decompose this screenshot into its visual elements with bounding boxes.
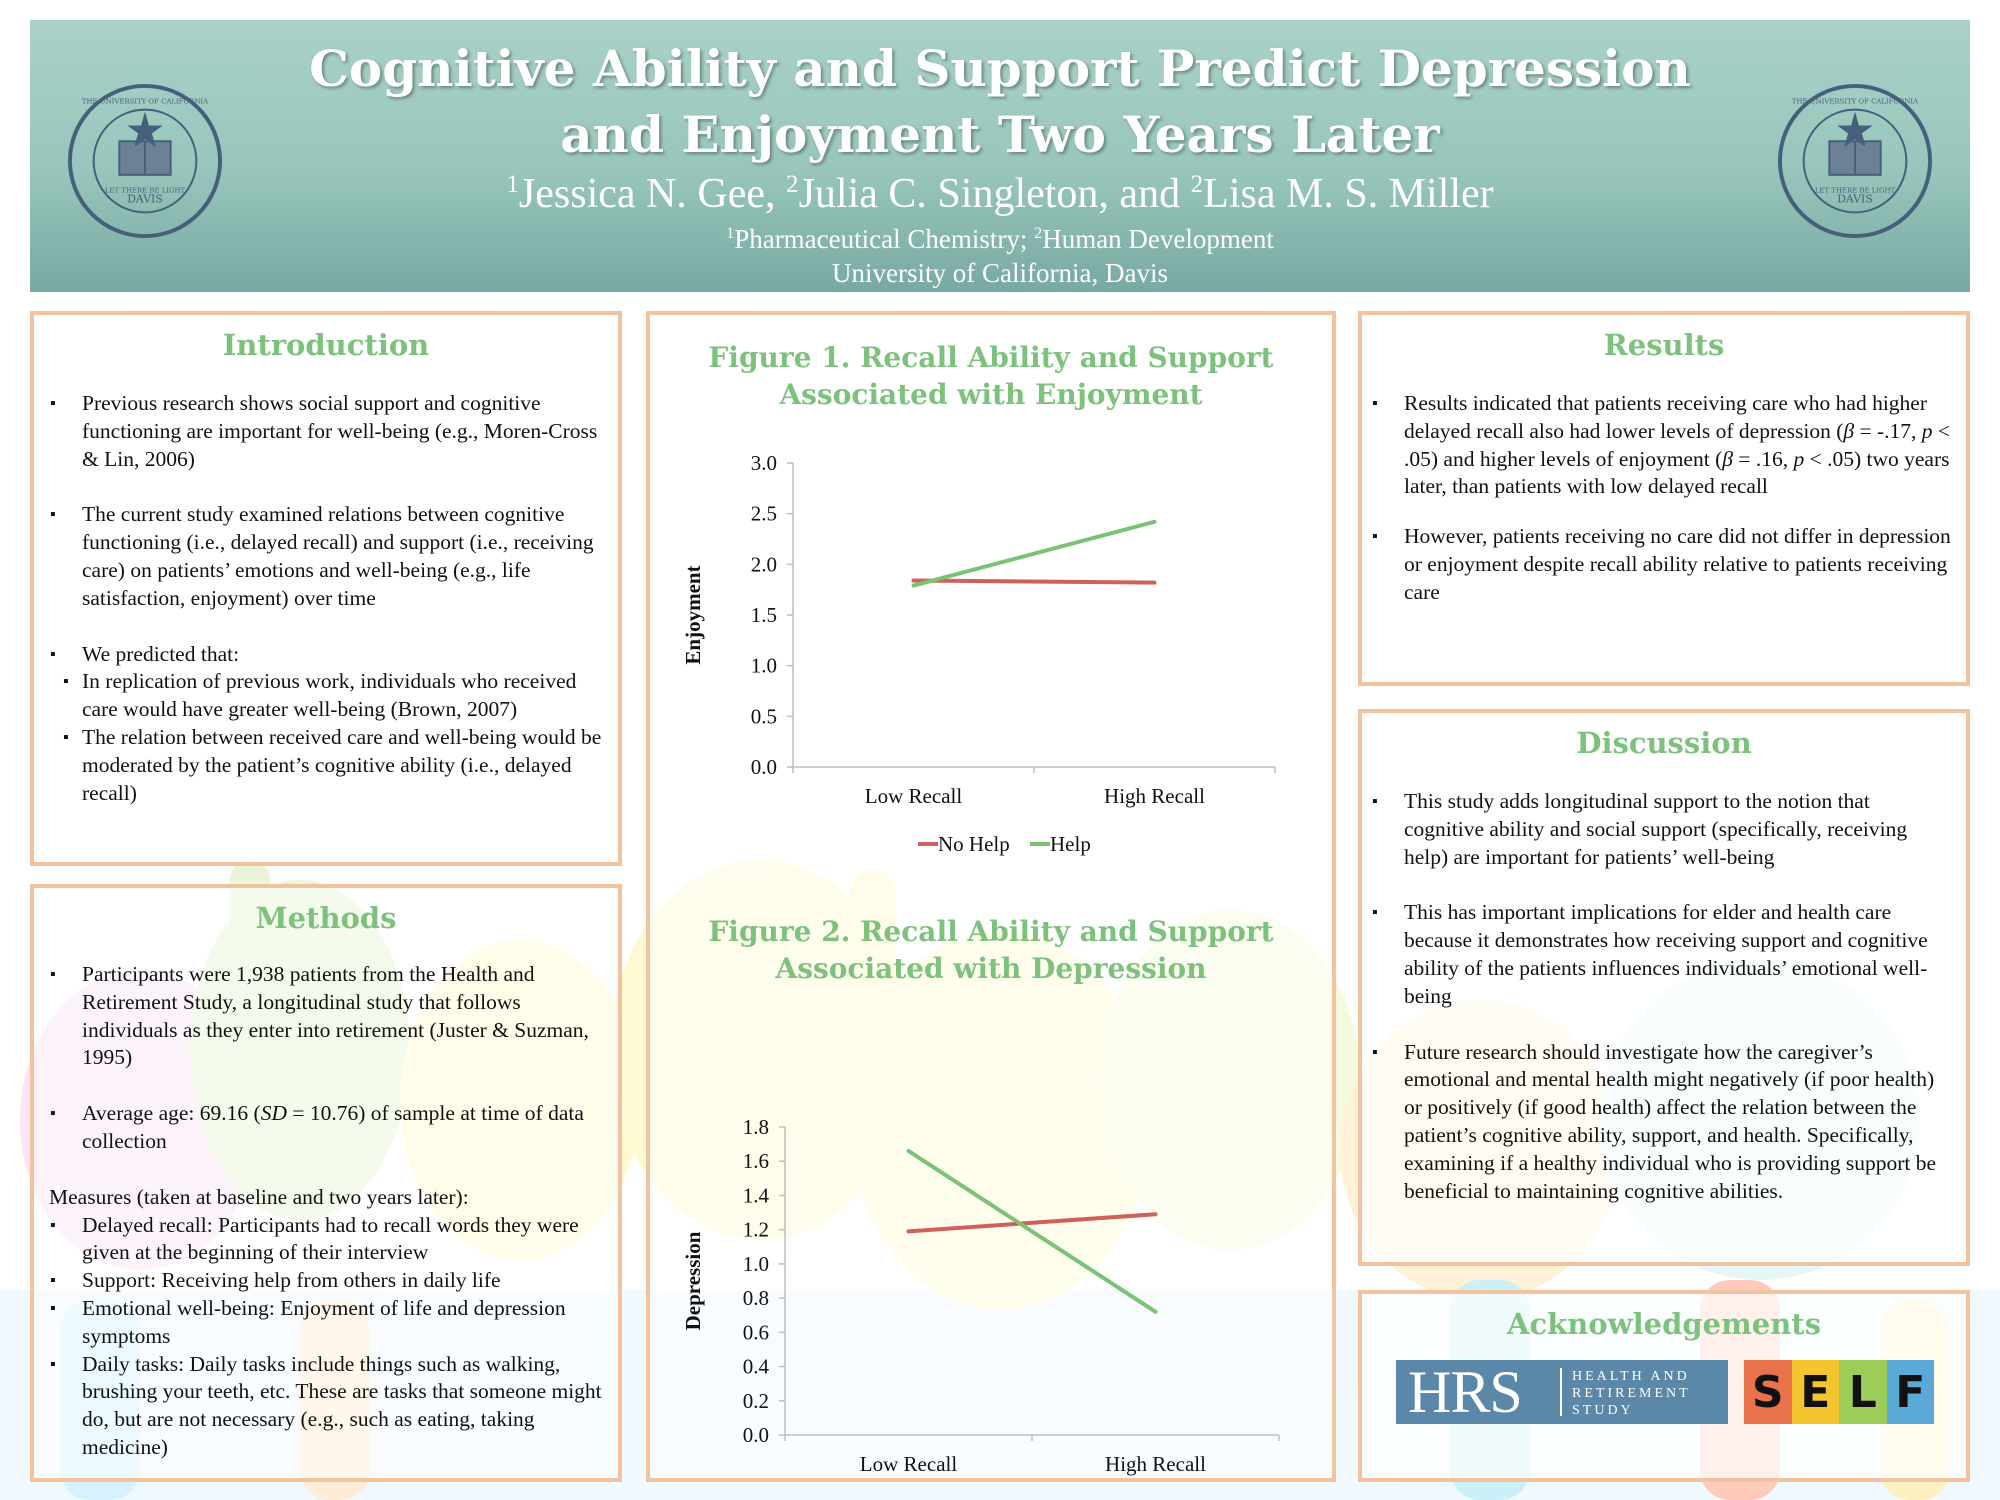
series-line-no-help	[914, 581, 1155, 583]
seal-left-campus: DAVIS	[127, 192, 163, 206]
y-axis-label: Depression	[681, 1231, 705, 1331]
y-tick-label: 3.0	[750, 451, 777, 475]
y-tick-label: 0.4	[742, 1354, 769, 1379]
y-tick-label: 1.0	[742, 1251, 769, 1276]
measure-emotional-wellbeing: ▪ Emotional well-being: Enjoyment of life and depression symptoms	[40, 1295, 604, 1351]
results-bullet-2: ▪ However, patients receiving no care did not differ in depression or enjoyment despite recall ability relative to patients receiving care	[1362, 523, 1952, 606]
y-tick-label: 1.8	[742, 1115, 769, 1139]
intro-bullet-2: ▪ The current study examined relations between cognitive functioning (i.e., delayed recall) and support (i.e., receiving care) on patients’ emotions and well-being (e.g., life satisfaction, enjoyment) over time	[40, 501, 604, 612]
series-line-help	[909, 1151, 1156, 1312]
discussion-bullet-3: ▪ Future research should investigate how the caregiver’s emotional and mental health might negatively (if poor health) or positively (if good health) affect the relation between the patient’s cognitive ability, support, and health. Specifically, examining if a healthy individual who is providing support be beneficial to maintaining cognitive abilities.	[1362, 1039, 1952, 1206]
results-bullet-1	[1362, 390, 1952, 501]
methods-panel	[30, 884, 622, 1482]
results-b1-d: = .16,	[1732, 446, 1794, 471]
self-logo-letter-f: F	[1887, 1360, 1935, 1424]
methods-bullet-2-pre: Average age: 69.16 (	[82, 1101, 261, 1126]
figure-1-chart	[650, 420, 1332, 856]
results-b1-e: < .05) two years later, than patients with low delayed recall	[1404, 446, 1950, 499]
hrs-logo	[1396, 1360, 1728, 1424]
intro-bullet-3	[40, 641, 604, 808]
intro-bullet-1: ▪ Previous research shows social support and cognitive functioning are important for well-being (e.g., Moren-Cross & Lin, 2006)	[40, 390, 604, 473]
legend-label: Help	[1050, 832, 1091, 856]
introduction-panel	[30, 311, 622, 866]
introduction-heading: Introduction	[222, 328, 430, 362]
beta-symbol: β	[1843, 418, 1855, 443]
discussion-bullet-2: ▪ This has important implications for elder and health care because it demonstrates how receiving support and cognitive ability of the patients influences individuals’ emotional well-being	[1362, 899, 1952, 1010]
measures-label: Measures (taken at baseline and two years later):	[49, 1184, 469, 1209]
x-tick-label: Low Recall	[864, 784, 963, 808]
intro-sub-bullet-1: ▪ In replication of previous work, individuals who received care would have greater well-being (Brown, 2007)	[61, 668, 604, 724]
university: University of California, Davis	[832, 258, 1168, 288]
author-2-sup: 2	[785, 171, 799, 198]
legend-label: No Help	[938, 832, 1010, 856]
figures-panel	[646, 311, 1336, 1482]
y-tick-label: 0.0	[750, 755, 777, 779]
seal-left-motto: LET THERE BE LIGHT	[104, 186, 186, 195]
methods-bullet-2-sd: SD	[260, 1101, 287, 1126]
uc-seal-left-icon	[66, 82, 224, 240]
affiliations	[30, 222, 1970, 256]
x-tick-label: Low Recall	[859, 1452, 958, 1476]
hrs-logo-divider	[1560, 1368, 1562, 1416]
y-tick-label: 2.0	[750, 552, 777, 577]
seal-right-ring-text: THE UNIVERSITY OF CALIFORNIA	[1791, 97, 1919, 106]
results-panel	[1358, 311, 1970, 686]
self-logo-letter-s: S	[1744, 1360, 1792, 1424]
self-logo-letter-e: E	[1792, 1360, 1840, 1424]
y-tick-label: 1.2	[742, 1217, 769, 1242]
author-3-sup: 2	[1190, 171, 1204, 198]
figure-2-chart	[650, 1005, 1332, 1475]
y-tick-label: 0.2	[742, 1388, 769, 1413]
results-heading: Results	[1603, 328, 1725, 362]
discussion-heading: Discussion	[1576, 726, 1752, 760]
p-symbol: p	[1793, 446, 1805, 471]
discussion-panel	[1358, 709, 1970, 1266]
self-logo-letter-l: L	[1839, 1360, 1887, 1424]
measure-delayed-recall: ▪ Delayed recall: Participants had to recall words they were given at the beginning of their interview	[40, 1212, 604, 1268]
series-line-help	[914, 522, 1155, 586]
y-tick-label: 1.5	[750, 603, 777, 627]
author-2: Julia C. Singleton, and	[798, 171, 1191, 217]
y-tick-label: 1.4	[742, 1183, 769, 1208]
y-tick-label: 2.5	[750, 501, 777, 526]
x-tick-label: High Recall	[1104, 784, 1205, 808]
affil-2-sup: 2	[1034, 224, 1043, 242]
affil-1-sup: 1	[726, 224, 735, 242]
seal-right-motto: LET THERE BE LIGHT	[1814, 186, 1896, 195]
y-tick-label: 1.0	[750, 653, 777, 678]
results-b1-c: < .05) and higher levels of enjoyment (	[1404, 418, 1951, 471]
author-1: Jessica N. Gee,	[518, 171, 786, 217]
self-logo	[1744, 1360, 1934, 1424]
methods-bullet-2-post: = 10.76) of sample at time of data collection	[82, 1101, 584, 1153]
x-tick-label: High Recall	[1105, 1452, 1206, 1476]
acknowledgements-heading: Acknowledgements	[1506, 1307, 1822, 1341]
hrs-logo-letters: HRS	[1408, 1359, 1522, 1425]
poster-header	[30, 20, 1970, 292]
y-tick-label: 0.8	[742, 1286, 769, 1311]
y-tick-label: 0.5	[750, 704, 777, 729]
y-tick-label: 0.0	[742, 1423, 769, 1447]
figure-2-title: Figure 2. Recall Ability and Support Associated with Depression	[708, 915, 1274, 985]
discussion-bullet-1: ▪ This study adds longitudinal support to the notion that cognitive ability and social support (specifically, receiving help) are important for patients’ well-being	[1362, 788, 1952, 871]
acknowledgements-panel	[1358, 1290, 1970, 1482]
y-tick-label: 1.6	[742, 1149, 769, 1174]
methods-bullet-1: ▪ Participants were 1,938 patients from the Health and Retirement Study, a longitudinal study that follows individuals as they enter into retirement (Juster & Suzman, 1995)	[40, 961, 604, 1072]
author-1-sup: 1	[506, 171, 519, 198]
author-list	[30, 170, 1970, 218]
p-symbol: p	[1921, 418, 1933, 443]
affil-2: Human Development	[1042, 224, 1274, 254]
series-line-no-help	[909, 1214, 1156, 1231]
beta-symbol: β	[1722, 446, 1733, 471]
uc-seal-right-icon	[1776, 82, 1934, 240]
hrs-logo-subtitle: HEALTH AND RETIREMENT STUDY	[1572, 1369, 1691, 1418]
intro-bullet-3-text: We predicted that:	[82, 641, 240, 666]
y-axis-label: Enjoyment	[681, 565, 705, 665]
results-b1-a: Results indicated that patients receiving care who had higher delayed recall also had lower levels of depression (	[1404, 391, 1927, 443]
seal-left-ring-text: THE UNIVERSITY OF CALIFORNIA	[81, 97, 209, 106]
figure-1-title: Figure 1. Recall Ability and Support Associated with Enjoyment	[708, 341, 1274, 411]
intro-sub-bullet-2: ▪ The relation between received care and well-being would be moderated by the patient’s cognitive ability (i.e., delayed recall)	[61, 724, 604, 807]
poster-title: Cognitive Ability and Support Predict Depression and Enjoyment Two Years Later	[309, 39, 1691, 164]
methods-heading: Methods	[255, 901, 397, 935]
results-b1-b: = -.17,	[1854, 418, 1922, 443]
affil-1: Pharmaceutical Chemistry;	[734, 224, 1035, 254]
seal-right-campus: DAVIS	[1837, 192, 1873, 206]
measure-daily-tasks: ▪ Daily tasks: Daily tasks include things such as walking, brushing your teeth, etc. These are tasks that someone might do, but are not necessary (e.g., such as eating, taking medicine)	[40, 1351, 604, 1462]
measure-support: ▪ Support: Receiving help from others in daily life	[40, 1267, 604, 1295]
y-tick-label: 0.6	[742, 1320, 769, 1345]
author-3: Lisa M. S. Miller	[1203, 171, 1494, 217]
methods-bullet-2	[40, 1100, 604, 1156]
